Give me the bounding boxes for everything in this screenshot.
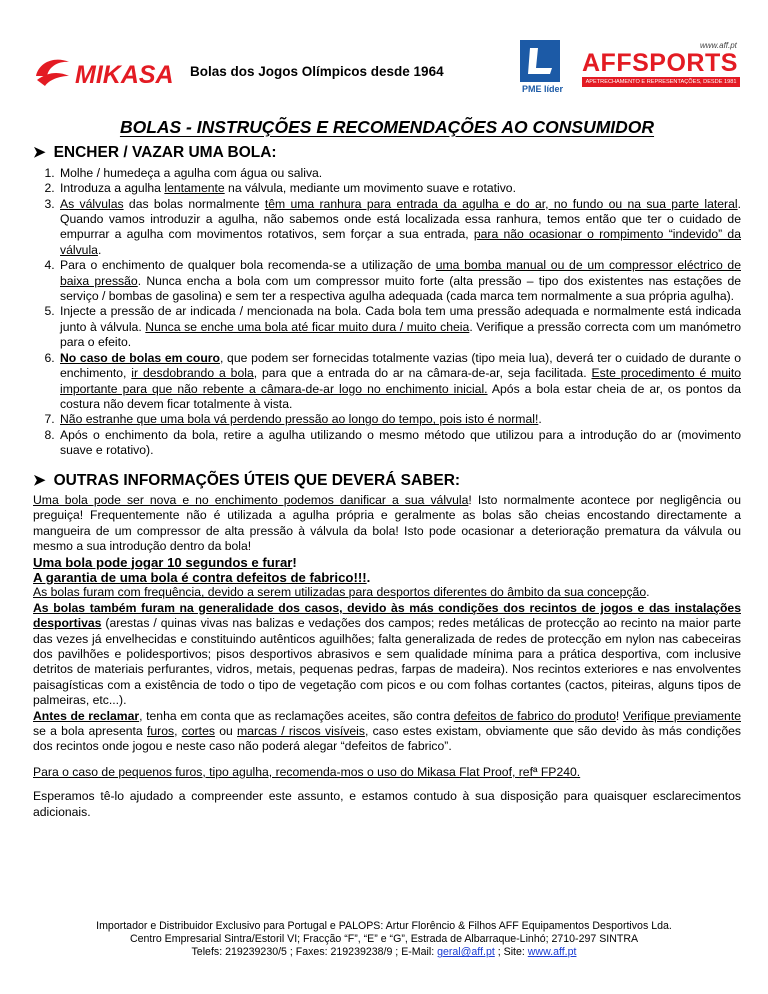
section-heading-encher [33,145,741,160]
paragraph: A garantia de uma bola é contra defeitos de fabrico!!!. [33,569,371,585]
email-link[interactable]: geral@aff.pt [437,946,495,959]
site-link[interactable]: www.aff.pt [527,946,577,959]
section-heading-text: OUTRAS INFORMAÇÕES ÚTEIS QUE DEVERÁ SABER: [53,471,461,489]
footer [0,920,768,960]
pme-lider-label: PME líder [522,84,564,94]
paragraph: Uma bola pode ser nova e no enchimento podemos danificar a sua válvula! Isto normalmente acontece por negligência ou preguiça! Frequentemente não é utilizada a agulha própria e geralmente as bolas são cheias encostando directamente a mangueira de um compressor de alta pressão à válvula da bola! Isto pode ocasionar a deterioração prematura da válvula ou mesmo a sua introdução dentro da bola! [33,492,741,554]
instructions-list [33,166,741,459]
paragraph: Antes de reclamar, tenha em conta que as reclamações aceites, são contra defeitos de fabrico do produto! Verifique previamente se a bola apresenta furos, cortes ou marcas / riscos visíveis, caso estes existam, obviamente que são devido às más condições dos recintos onde jogou e neste caso não poderá alegar “defeitos de fabrico”. [33,708,741,754]
paragraph: Para o caso de pequenos furos, tipo agulha, recomenda-mos o uso do Mikasa Flat Proof, refª FP240. [33,764,581,779]
arrow-bullet-icon: ➤ [33,144,46,162]
document-body [33,116,741,820]
footer-line: Centro Empresarial Sintra/Estoril VI; Fracção “F”, “E” e “G”, Estrada de Albarraque-Linhó; 2710-297 SINTRA [129,933,639,946]
affsports-subtitle: APETRECHAMENTO E REPRESENTAÇÕES, DESDE 1981 [582,77,740,87]
paragraph: As bolas furam com frequência, devido a serem utilizadas para desportos diferentes do âmbito da sua concepção. [33,585,650,600]
paragraph: As bolas também furam na generalidade dos casos, devido às más condições dos recintos de jogos e das instalações desportivas (arestas / quinas vivas nas balizas e vedações dos campos; redes metálicas de protecção ao recinto na maior parte das vezes já envelhecidas e constituindo autênticos aguilhões; falta generalizada de redes de protecção em nylon nas cabeceiras dos pavilhões e polidesportivos; pisos desportivos abrasivos e sem qualidade mínima para a prática desportiva, com inclusive detritos de materiais perfurantes, vidros, metais, pequenas pedras, farpas de madeira). Nos recintos exteriores e nas envolventes paisagísticas com a existência de todo o tipo de vegetação com picos e ou com folhas cortantes (cactos, piteiras, alguns tipos de palmeiras, etc...). [33,600,741,708]
list-item: 7. Não estranhe que uma bola vá perdendo pressão ao longo do tempo, pois isto é normal!. [58,412,741,427]
paragraph: Uma bola pode jogar 10 segundos e furar! [33,554,297,570]
mikasa-logo [33,52,183,92]
aff-url: www.aff.pt [700,41,737,50]
arrow-bullet-icon: ➤ [33,471,46,489]
section-heading-outras [33,473,741,488]
list-item: 4. Para o enchimento de qualquer bola recomenda-se a utilização de uma bomba manual ou de um compressor eléctrico de baixa pressão. Nunca encha a bola com um compressor muito forte (alta pressão – tipo dos existentes nas estações de serviço / bombas de gasolina) e sem ter a respectiva agulha adequada (cada marca tem normalmente a sua própria agulha). [58,258,741,304]
affsports-logo: AFFSPORTS [582,49,738,77]
list-item: 3. As válvulas das bolas normalmente têm uma ranhura para entrada da agulha e do ar, no fundo ou na sua parte lateral. Quando vamos introduzir a agulha, não sabemos onde está localizada essa ranhura, temos então que ter o cuidado de empurrar a agulha com movimentos rotativos, sem forçar a sua entrada, para não ocasionar o rompimento “indevido” da válvula. [58,197,741,259]
list-item: 8. Após o enchimento da bola, retire a agulha utilizando o mesmo método que utilizou para a introdução do ar (movimento suave e rotativo). [58,428,741,459]
paragraph: Esperamos tê-lo ajudado a compreender este assunto, e estamos contudo à sua disposição para quaisquer esclarecimentos adicionais. [33,789,741,819]
section-heading-text: ENCHER / VAZAR UMA BOLA: [53,144,277,162]
footer-line: Telefs: 219239230/5 ; Faxes: 219239238/9 ; E-Mail: geral@aff.pt ; Site: www.aff.pt [191,946,577,959]
document-title: BOLAS - INSTRUÇÕES E RECOMENDAÇÕES AO CONSUMIDOR [119,117,655,137]
list-item: 6. No caso de bolas em couro, que podem ser fornecidas totalmente vazias (tipo meia lua), deverá ter o cuidado de durante o enchimento, ir desdobrando a bola, para que a entrada do ar na câmara-de-ar, seja facilitada. Este procedimento é muito importante para que não rebente a câmara-de-ar logo no enchimento inicial. Após a bola estar cheia de ar, os pontos da costura não devem ficar totalmente à vista. [58,351,741,413]
mikasa-tagline: Bolas dos Jogos Olímpicos desde 1964 [190,64,444,79]
header [0,0,768,110]
list-item: 2. Introduza a agulha lentamente na válvula, mediante um movimento suave e rotativo. [58,181,741,196]
footer-line: Importador e Distribuidor Exclusivo para Portugal e PALOPS: Artur Florêncio & Filhos AFF Equipamentos Desportivos Lda. [96,920,672,932]
list-item: 1. Molhe / humedeça a agulha com água ou saliva. [58,166,741,181]
svg-text:MIKASA: MIKASA [75,61,174,89]
list-item: 5. Injecte a pressão de ar indicada / mencionada na bola. Cada bola tem uma pressão adequada e normalmente está indicada junto à válvula. Nunca se enche uma bola até ficar muito dura / muito cheia. Verifique a pressão correcta com um manómetro para o efeito. [58,304,741,350]
